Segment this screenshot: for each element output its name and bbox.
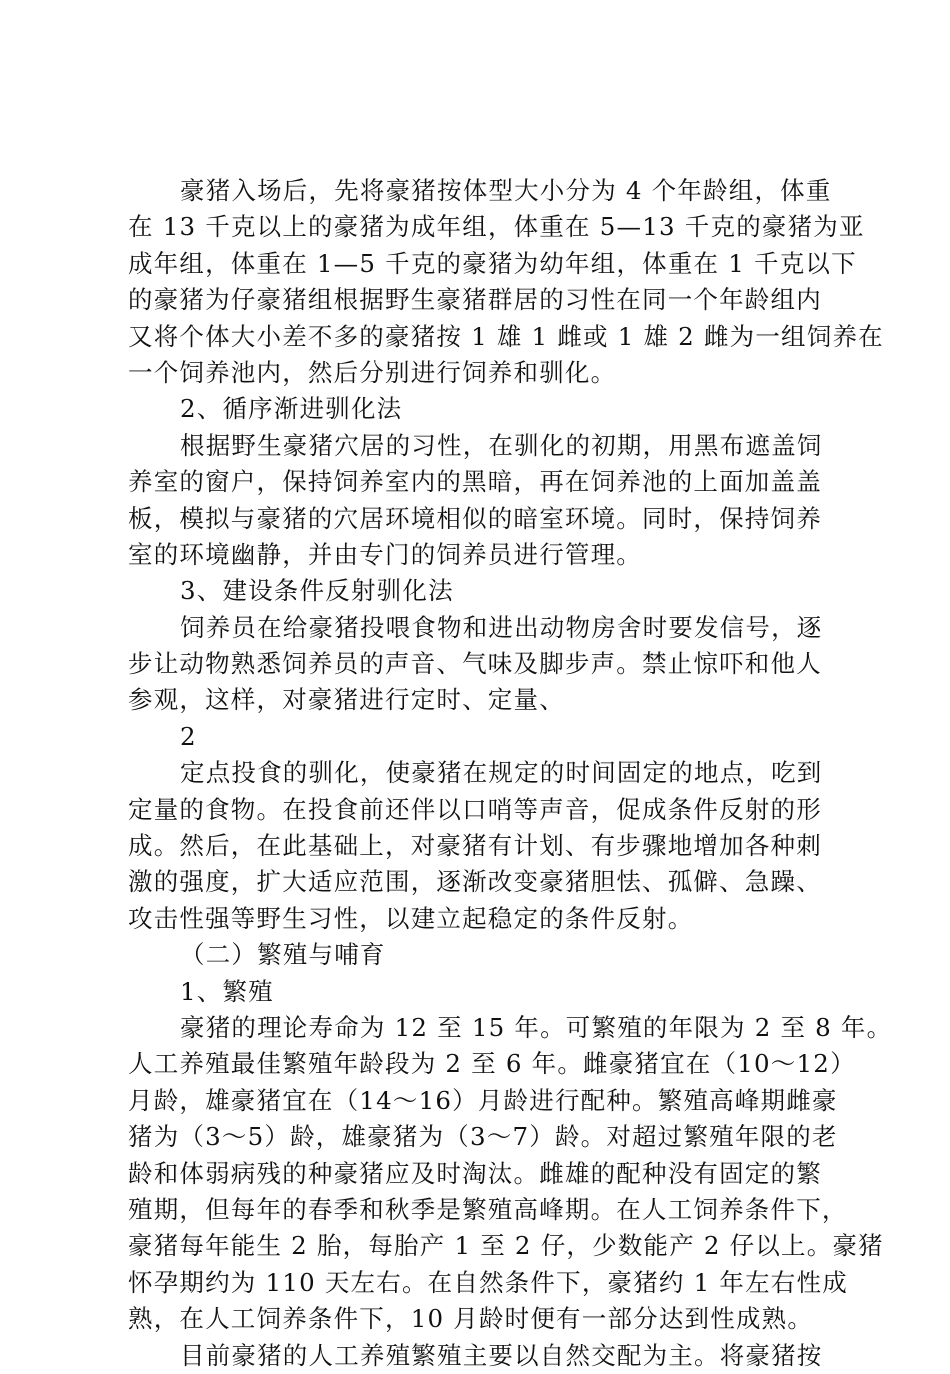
text-line: 板，模拟与豪猪的穴居环境相似的暗室环境。同时，保持饲养 [128, 503, 822, 533]
text-line: 养室的窗户，保持饲养室内的黑暗，再在饲养池的上面加盖盖 [128, 467, 822, 497]
text-line: 参观，这样，对豪猪进行定时、定量、 [128, 685, 565, 715]
text-line: 的豪猪为仔豪猪组根据野生豪猪群居的习性在同一个年龄组内 [128, 285, 822, 315]
text-line: 人工养殖最佳繁殖年龄段为 2 至 6 年。雌豪猪宜在（10～12） [128, 1049, 856, 1079]
text-line: 根据野生豪猪穴居的习性，在驯化的初期，用黑布遮盖饲 [180, 430, 823, 460]
text-line: 目前豪猪的人工养殖繁殖主要以自然交配为主。将豪猪按 [180, 1340, 823, 1370]
text-line: 定点投食的驯化，使豪猪在规定的时间固定的地点，吃到 [180, 758, 823, 788]
page-number: 2 [180, 721, 197, 751]
text-line: 熟，在人工饲养条件下，10 月龄时便有一部分达到性成熟。 [128, 1304, 814, 1334]
text-line: 月龄，雄豪猪宜在（14～16）月龄进行配种。繁殖高峰期雌豪 [128, 1085, 838, 1115]
text-line: 成年组，体重在 1—5 千克的豪猪为幼年组，体重在 1 千克以下 [128, 248, 857, 278]
text-line: 豪猪每年能生 2 胎，每胎产 1 至 2 仔，少数能产 2 仔以上。豪猪 [128, 1231, 884, 1261]
text-line: 猪为（3～5）龄，雄豪猪为（3～7）龄。对超过繁殖年限的老 [128, 1122, 838, 1152]
text-line: 豪猪入场后，先将豪猪按体型大小分为 4 个年龄组，体重 [180, 176, 832, 205]
text-line: 殖期，但每年的春季和秋季是繁殖高峰期。在人工饲养条件下， [128, 1194, 848, 1224]
text-line: 定量的食物。在投食前还伴以口哨等声音，促成条件反射的形 [128, 794, 822, 824]
text-line: 怀孕期约为 110 天左右。在自然条件下，豪猪约 1 年左右性成 [128, 1267, 848, 1297]
text-line: 成。然后，在此基础上，对豪猪有计划、有步骤地增加各种刺 [128, 831, 822, 861]
text-line: 又将个体大小差不多的豪猪按 1 雄 1 雌或 1 雄 2 雌为一组饲养在 [128, 321, 884, 351]
subsection-heading: 1、繁殖 [180, 976, 274, 1006]
text-line: 步让动物熟悉饲养员的声音、气味及脚步声。禁止惊吓和他人 [128, 649, 822, 679]
section-heading: （二）繁殖与哺育 [180, 940, 386, 970]
text-line: 饲养员在给豪猪投喂食物和进出动物房舍时要发信号，逐 [180, 612, 823, 642]
text-line: 豪猪的理论寿命为 12 至 15 年。可繁殖的年限为 2 至 8 年。 [180, 1012, 893, 1042]
text-line: 龄和体弱病残的种豪猪应及时淘汰。雌雄的配种没有固定的繁 [128, 1158, 822, 1188]
text-line: 激的强度，扩大适应范围，逐渐改变豪猪胆怯、孤僻、急躁、 [128, 867, 822, 897]
section-heading: 2、循序渐进驯化法 [180, 394, 403, 424]
text-line: 在 13 千克以上的豪猪为成年组，体重在 5—13 千克的豪猪为亚 [128, 212, 865, 242]
section-heading: 3、建设条件反射驯化法 [180, 576, 454, 606]
text-line: 攻击性强等野生习性，以建立起稳定的条件反射。 [128, 903, 694, 933]
text-line: 室的环境幽静，并由专门的饲养员进行管理。 [128, 539, 642, 569]
text-line: 一个饲养池内，然后分别进行饲养和驯化。 [128, 357, 617, 387]
document-page [128, 173, 893, 1374]
